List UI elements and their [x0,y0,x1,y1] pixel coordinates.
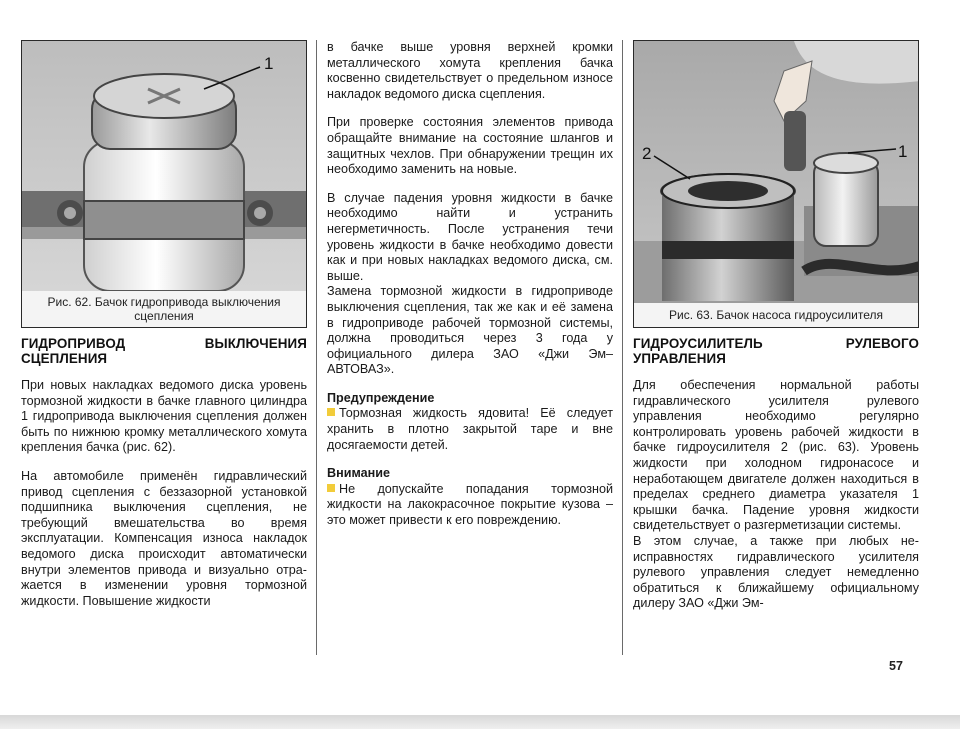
attention-body: Не допускайте попадания тормозной жидкости на лакокрасочное покрытие кузова – это может привести к его повреждению. [327,481,613,528]
right-column [633,40,919,612]
figure-63-caption: Рис. 63. Бачок насоса гидроусилителя [634,303,918,327]
attention-title: Внимание [327,466,390,481]
middle-column [327,40,613,542]
page-number: 57 [889,659,903,673]
left-column [21,40,307,609]
attention-text [327,482,613,529]
section-heading-power-steering: ГИДРОУСИЛИТЕЛЬ РУЛЕВОГО УПРАВЛЕНИЯ [633,336,919,366]
figure-62-caption: Рис. 62. Бачок гидропривода выключения сцепления [22,291,306,327]
column-divider [316,40,317,655]
attention-marker-icon [327,484,335,492]
column-divider [622,40,623,655]
figure-63 [633,40,919,328]
callout-1: 1 [898,142,908,161]
power-steering-reservoir-illustration [634,41,919,328]
paragraph: В случае падения уровня жидкости в бачке необходимо найти и устранить негерметичность. После устранения течи уровень жидкости в бачке необходимо довести как и при новых накладках ведомого диска, см. выше. [327,190,613,283]
paragraph: В этом случае, а также при любых неисправностях гидравлического усилителя рулевого управления следует немедленно обратиться к ближайшему официальному дилеру ЗАО «Джи Эм- [633,533,919,611]
paragraph: При новых накладках ведомого диска уровень тормозной жидкости в бачке главного цилиндра 1 гидропривода выключения сцепления должен быть по нижнюю кромку металлического хомута крепления бачка (рис. 62). [21,378,307,455]
paragraph: На автомобиле применён гидравлический привод сцепления с беззазорной установкой подшипника выключения сцепления, не требующий вмешательства во время эксплуатации. Компенсация износа накладок ведомого диска происходит автоматически внутри элементов привода и визуально отражается в изменении уровня тормозной жидкости. Повышение жидкости [21,468,307,608]
warning-text [327,406,613,453]
warning-title: Предупреждение [327,390,435,405]
clutch-reservoir-illustration [22,41,307,328]
figure-62 [21,40,307,328]
warning-marker-icon [327,408,335,416]
paragraph: Замена тормозной жидкости в гидроприводе выключения сцепления, так же как и её замена в гидроприводе рабочей тормозной системы, должна проводиться через 3 года у официального дилера ЗАО «Джи Эм–АВТОВАЗ». [327,284,613,377]
paragraph: Для обеспечения нормальной работы гидравлического усилителя рулевого управления необходимо регулярно контролировать уровень рабочей жидкости в бачке гидроусилителя 2 (рис. 63). Уровень жидкости при холодном гидронасосе и неработающем двигателе должен находиться в пределах среднего диаметра указателя 1 крышки бачка. Падение уровня жидкости свидетельствует о разгерметизации системы. [633,378,919,533]
warning-body: Тормозная жидкость ядовита! Её следует хранить в плотно закрытой таре и вне досягаемости детей. [327,406,613,452]
paragraph: в бачке выше уровня верхней кромки металлического хомута крепления бачка косвенно свидетельствует о предельном износе накладок ведомого диска сцепления. [327,40,613,101]
page-bottom-edge [0,715,960,729]
callout-1: 1 [264,54,274,73]
section-heading-clutch: ГИДРОПРИВОД ВЫКЛЮЧЕНИЯ СЦЕПЛЕНИЯ [21,336,307,366]
callout-2: 2 [642,144,652,163]
paragraph: При проверке состояния элементов привода обращайте внимание на состояние шлангов и защитных чехлов. При обнаружении трещин их необходимо заменить на новые. [327,115,613,177]
